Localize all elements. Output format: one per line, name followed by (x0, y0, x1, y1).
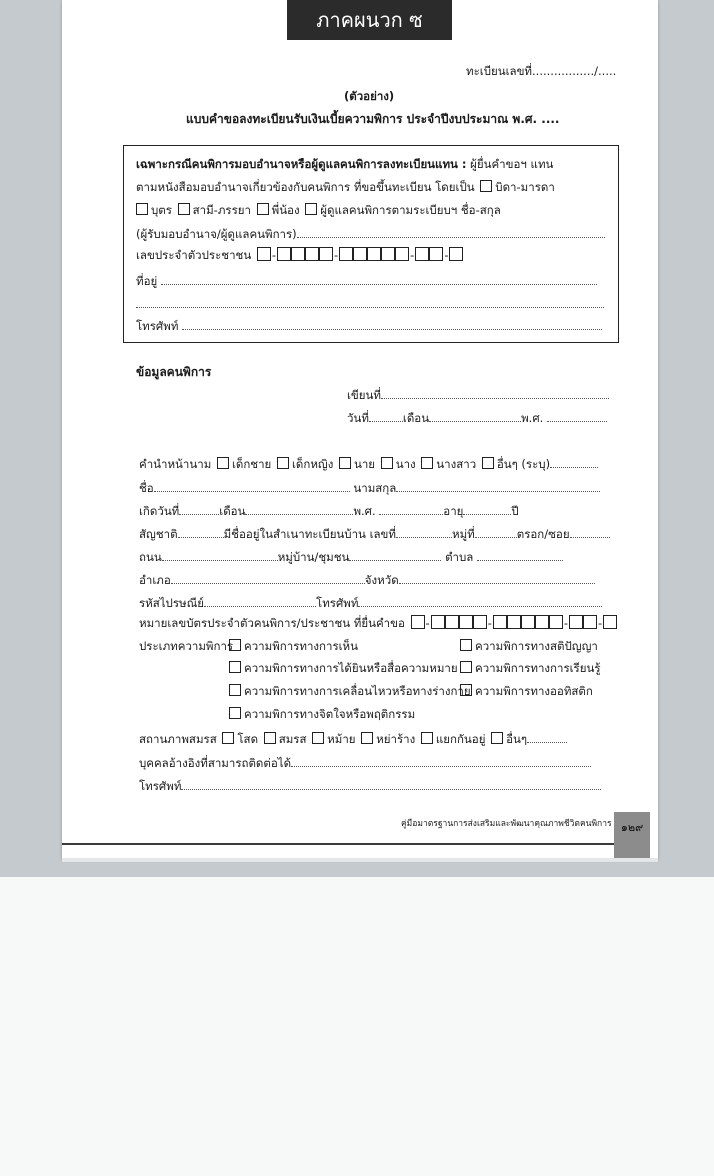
contact-line (139, 755, 591, 770)
age-unit: ปี (511, 504, 519, 518)
parent-checkbox[interactable] (480, 180, 492, 192)
postal-label: รหัสไปรษณีย์ (139, 596, 205, 610)
rep-address-field[interactable] (161, 273, 597, 285)
single-checkbox[interactable] (222, 732, 234, 744)
contact-field[interactable] (291, 755, 591, 767)
tambon-label: ตำบล (445, 550, 474, 564)
date-line (347, 410, 607, 425)
caregiver-label: ผู้ดูแลคนพิการตามระเบียบฯ ชื่อ-สกุล (320, 203, 501, 217)
footer-rule (62, 843, 616, 845)
rep-phone-label: โทรศัพท์ (136, 319, 179, 333)
rep-id-label: เลขประจำตัวประชาชน (136, 248, 252, 262)
visual-checkbox[interactable] (229, 639, 241, 651)
card-number-boxes[interactable]: - - - - (411, 616, 618, 630)
child-checkbox[interactable] (136, 203, 148, 215)
birth-label: เกิดวันที่ (139, 504, 180, 518)
birth-line (139, 503, 519, 518)
grantee-name-field[interactable] (297, 226, 605, 238)
sibling-label: พี่น้อง (271, 203, 300, 217)
postal-line (139, 595, 602, 610)
age-label: อายุ (443, 504, 464, 518)
married-checkbox[interactable] (264, 732, 276, 744)
name-label: ชื่อ (139, 481, 154, 495)
name-field[interactable] (154, 480, 350, 492)
other-marital-field[interactable] (527, 731, 567, 743)
road-line (139, 549, 563, 564)
parent-label: บิดา-มารดา (495, 180, 555, 194)
section-title: ข้อมูลคนพิการ (136, 365, 212, 379)
marital-line (139, 731, 567, 746)
province-field[interactable] (399, 572, 595, 584)
rep-heading-bold: เฉพาะกรณีคนพิการมอบอำนาจหรือผู้ดูแลคนพิการลงทะเบียนแทน : (136, 157, 467, 171)
village-label: หมู่บ้าน/ชุมชน (277, 550, 350, 564)
birth-month-field[interactable] (245, 503, 353, 515)
marital-option: หม้าย (327, 732, 356, 746)
spouse-label: สามี-ภรรยา (192, 203, 251, 217)
soi-field[interactable] (570, 526, 610, 538)
disability-type: ความพิการทางสติปัญญา (475, 639, 598, 653)
sibling-checkbox[interactable] (257, 203, 269, 215)
other-marital-checkbox[interactable] (491, 732, 503, 744)
province-label: จังหวัด (364, 573, 399, 587)
marital-option: แยกกันอยู่ (435, 732, 486, 746)
disability-type: ความพิการทางออทิสติก (475, 684, 593, 698)
title-option: นาง (395, 457, 416, 471)
disability-option (460, 639, 598, 653)
intellectual-checkbox[interactable] (460, 639, 472, 651)
village-field[interactable] (349, 549, 441, 561)
card-label: หมายเลขบัตรประจำตัวคนพิการ/ประชาชน ที่ยื่นคำขอ (139, 616, 405, 630)
road-label: ถนน (139, 550, 162, 564)
contact-phone-label: โทรศัพท์ (139, 779, 182, 793)
disability-type: ความพิการทางการเคลื่อนไหวหรือทางร่างกาย (244, 684, 471, 698)
marital-option: หย่าร้าง (376, 732, 416, 746)
mrs-checkbox[interactable] (381, 457, 393, 469)
birth-year-field[interactable] (379, 503, 443, 515)
amphoe-line (139, 572, 595, 587)
miss-checkbox[interactable] (421, 457, 433, 469)
physical-checkbox[interactable] (229, 684, 241, 696)
contact-phone-field[interactable] (181, 778, 601, 790)
amphoe-label: อำเภอ (139, 573, 171, 587)
separated-checkbox[interactable] (421, 732, 433, 744)
registration-number: ทะเบียนเลขที่................./..... (466, 64, 617, 78)
written-at-line (347, 387, 609, 402)
title-option: เด็กชาย (231, 457, 272, 471)
title-label: คำนำหน้านาม (139, 457, 212, 471)
date-month-field[interactable] (429, 410, 521, 422)
card-line (139, 615, 617, 630)
house-number-field[interactable] (396, 526, 452, 538)
widowed-checkbox[interactable] (312, 732, 324, 744)
disability-type: ความพิการทางการเห็น (244, 639, 358, 653)
name-line (139, 480, 600, 495)
house-reg-label: มีชื่ออยู่ในสำเนาทะเบียนบ้าน เลขที่ (223, 527, 396, 541)
disability-label: ประเภทความพิการ (139, 639, 234, 653)
road-field[interactable] (162, 549, 278, 561)
hearing-checkbox[interactable] (229, 661, 241, 673)
mr-checkbox[interactable] (339, 457, 351, 469)
title-option: นาย (353, 457, 376, 471)
surname-label: นามสกุล (353, 481, 397, 495)
birth-day-field[interactable] (179, 503, 219, 515)
grantee-label: (ผู้รับมอบอำนาจ/ผู้ดูแลคนพิการ) (136, 227, 297, 241)
surname-field[interactable] (396, 480, 600, 492)
rep-id-boxes[interactable]: - - - - (257, 248, 464, 262)
rep-relation-options (136, 203, 501, 217)
form-title: แบบคำขอลงทะเบียนรับเงินเบี้ยความพิการ ประจำปีงบประมาณ พ.ศ. .... (186, 112, 560, 126)
marital-option: สมรส (278, 732, 307, 746)
disability-option (229, 707, 415, 721)
disability-option (460, 661, 601, 675)
nationality-line (139, 526, 610, 541)
learning-checkbox[interactable] (460, 661, 472, 673)
age-field[interactable] (463, 503, 511, 515)
date-year-field[interactable] (547, 410, 607, 422)
other-title-checkbox[interactable] (482, 457, 494, 469)
disability-type: ความพิการทางการเรียนรู้ (475, 661, 601, 675)
date-day-label: วันที่ (347, 411, 369, 425)
rep-relation-line (136, 180, 555, 194)
moo-field[interactable] (475, 526, 517, 538)
child-label: บุตร (151, 203, 172, 217)
rep-phone-field[interactable] (182, 318, 602, 330)
contact-label: บุคคลอ้างอิงที่สามารถติดต่อได้ (139, 756, 292, 770)
title-line (139, 456, 598, 471)
moo-label: หมู่ที่ (451, 527, 475, 541)
marital-label: สถานภาพสมรส (139, 732, 217, 746)
disability-option (229, 639, 358, 653)
rep-address-line (136, 273, 597, 288)
rep-address-field-2[interactable] (136, 296, 604, 308)
postal-field[interactable] (204, 595, 316, 607)
rep-relation-prefix: ตามหนังสือมอบอำนาจเกี่ยวข้องกับคนพิการ ที่ขอขึ้นทะเบียน โดยเป็น (136, 180, 475, 194)
representative-section (123, 145, 619, 343)
title-option: อื่นๆ (ระบุ) (496, 457, 551, 471)
date-year-label: พ.ศ. (521, 411, 544, 425)
nationality-label: สัญชาติ (139, 527, 178, 541)
page-number: ๑๒๙ (620, 821, 644, 834)
mental-checkbox[interactable] (229, 707, 241, 719)
soi-label: ตรอก/ซอย (516, 527, 570, 541)
title-option: เด็กหญิง (291, 457, 334, 471)
rep-address-label: ที่อยู่ (136, 274, 158, 288)
rep-id-line (136, 247, 463, 262)
page-number-tab (614, 812, 650, 858)
tambon-field[interactable] (477, 549, 563, 561)
birth-month-label: เดือน (219, 504, 246, 518)
disability-type: ความพิการทางการได้ยินหรือสื่อความหมาย (244, 661, 458, 675)
disability-option (229, 661, 458, 675)
written-at-field[interactable] (381, 387, 609, 399)
nationality-field[interactable] (178, 526, 224, 538)
tel-field[interactable] (358, 595, 602, 607)
divorced-checkbox[interactable] (361, 732, 373, 744)
marital-option: โสด (237, 732, 259, 746)
written-at-label: เขียนที่ (347, 388, 381, 402)
disability-option (229, 684, 471, 698)
page-edge (62, 858, 658, 862)
example-label: (ตัวอย่าง) (344, 89, 395, 103)
autism-checkbox[interactable] (460, 684, 472, 696)
rep-phone-line (136, 318, 602, 333)
birth-year-label: พ.ศ. (353, 504, 376, 518)
marital-option: อื่นๆ (506, 732, 528, 746)
grantee-line (136, 226, 605, 241)
date-day-field[interactable] (369, 410, 403, 422)
appendix-header (287, 0, 452, 40)
boy-checkbox[interactable] (217, 457, 229, 469)
rep-heading (136, 157, 553, 171)
disability-type: ความพิการทางจิตใจหรือพฤติกรรม (244, 707, 416, 721)
rep-heading-rest: ผู้ยื่นคำขอฯ แทน (470, 157, 554, 171)
spouse-checkbox[interactable] (178, 203, 190, 215)
girl-checkbox[interactable] (277, 457, 289, 469)
date-month-label: เดือน (402, 411, 430, 425)
disability-option (460, 684, 593, 698)
footer-book-title: คู่มือมาตรฐานการส่งเสริมและพัฒนาคุณภาพชีวิตคนพิการ (401, 819, 612, 829)
caregiver-checkbox[interactable] (305, 203, 317, 215)
rep-address-line2 (136, 296, 604, 311)
appendix-title: ภาคผนวก ซ (316, 8, 423, 32)
amphoe-field[interactable] (171, 572, 365, 584)
other-title-field[interactable] (550, 456, 598, 468)
tel-label: โทรศัพท์ (316, 596, 359, 610)
contact-phone-line (139, 778, 601, 793)
title-option: นางสาว (436, 457, 477, 471)
